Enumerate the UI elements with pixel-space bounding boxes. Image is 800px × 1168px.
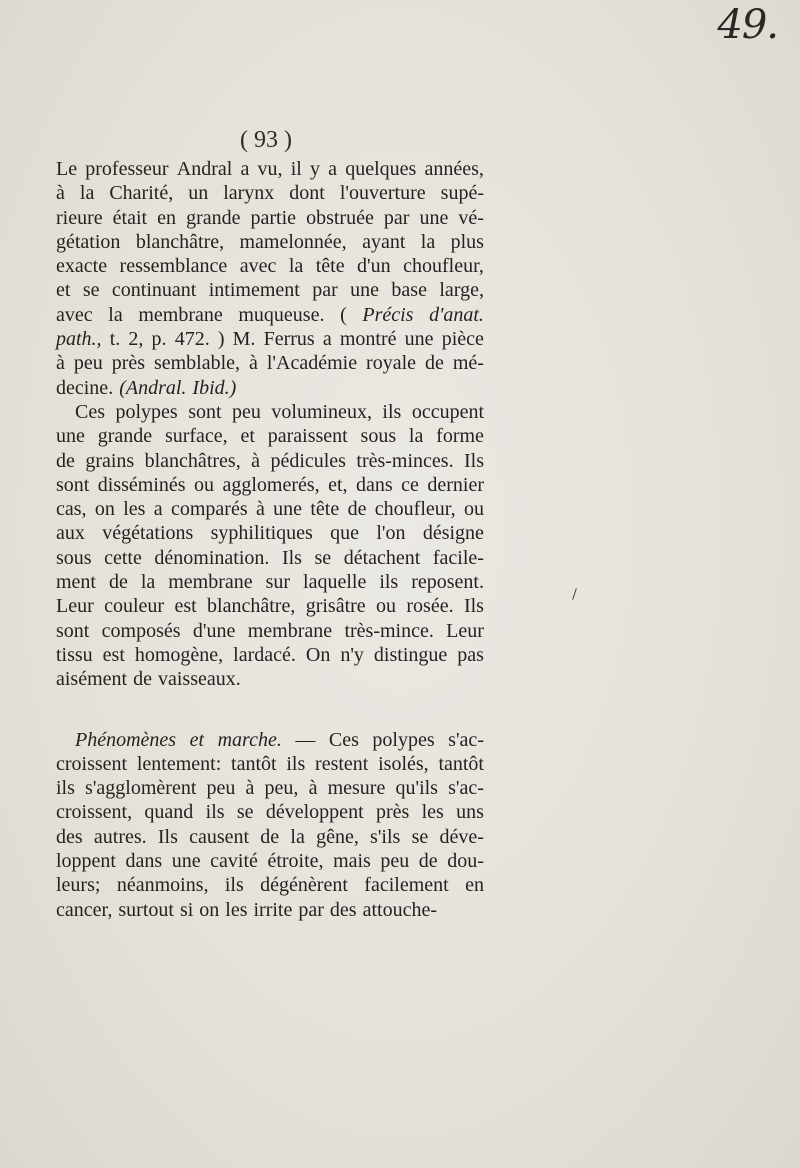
word: 472. <box>174 328 210 351</box>
word: Ils <box>464 449 484 472</box>
word: en <box>465 874 484 897</box>
text-line <box>56 351 484 375</box>
word: aux <box>56 522 85 545</box>
text-line <box>56 849 484 873</box>
word: peu <box>206 777 236 800</box>
word: sur <box>265 571 291 594</box>
word: de <box>56 449 75 472</box>
word: tantôt <box>438 752 484 775</box>
word: était <box>112 206 148 229</box>
word: que <box>330 522 360 545</box>
word: dont <box>289 182 325 205</box>
word: forme <box>436 425 484 448</box>
word: facilement <box>364 874 449 897</box>
word: plus <box>450 230 484 253</box>
word: lardacé. <box>233 643 296 666</box>
word: grande <box>97 425 153 448</box>
word: détachent <box>343 546 421 569</box>
word: avec <box>239 255 277 278</box>
word: professeur <box>85 158 169 180</box>
word: cas, <box>56 498 87 521</box>
word: années, <box>424 158 484 180</box>
word: Ibid.) <box>192 376 237 399</box>
word: On <box>305 643 331 666</box>
word: est <box>102 643 125 666</box>
word: Ils <box>281 546 302 569</box>
word: exacte <box>56 255 108 278</box>
word: laquelle <box>303 571 367 594</box>
word: se <box>411 825 429 848</box>
word: ou <box>376 595 397 618</box>
word: vé- <box>458 206 484 229</box>
word: Ils <box>463 595 484 618</box>
word: mais <box>333 850 371 873</box>
word: paraissent <box>267 425 348 448</box>
word: aisément <box>56 668 128 691</box>
word: croissent, <box>56 801 133 824</box>
word: ils <box>56 777 75 800</box>
word: pédicules <box>270 449 346 472</box>
word: avec <box>56 303 93 326</box>
word: p. <box>151 328 167 351</box>
word: gétation <box>56 230 121 253</box>
word: Ces <box>328 728 359 751</box>
word: mé- <box>452 352 484 375</box>
text-line <box>56 181 484 205</box>
word: les <box>421 801 444 824</box>
word: dans <box>125 850 163 873</box>
word: facile- <box>432 546 484 569</box>
word: on <box>94 498 115 521</box>
word: de <box>260 825 280 848</box>
word: l'ouverture <box>339 182 426 205</box>
word: mamelonnée, <box>239 230 347 253</box>
word: ressemblance <box>119 255 228 278</box>
word: membrane <box>247 619 333 642</box>
word: et, <box>328 473 348 496</box>
text-line <box>56 521 484 545</box>
word: agglomerés, <box>222 473 320 496</box>
word: à <box>251 449 261 472</box>
word: intimement <box>208 279 300 302</box>
word: partie <box>250 206 297 229</box>
text-line <box>56 546 484 570</box>
word: Andral <box>176 158 233 180</box>
word: Ils <box>157 825 178 848</box>
word: un <box>188 182 209 205</box>
word: leurs; <box>56 874 101 897</box>
text-line <box>56 667 484 691</box>
word: vu, <box>257 158 283 180</box>
word: loppent <box>56 850 116 873</box>
word: Leur <box>446 619 484 642</box>
word: lentement: <box>136 752 222 775</box>
word: d'une <box>192 619 236 642</box>
word: la <box>140 571 156 594</box>
word: a <box>153 498 163 521</box>
text-line <box>56 376 484 400</box>
word: et <box>240 425 255 448</box>
word: choufleur, <box>403 255 484 278</box>
word: Précis <box>362 303 414 326</box>
word: a <box>322 328 332 351</box>
word: des <box>56 825 83 848</box>
word: il <box>290 158 302 180</box>
word: par <box>383 206 410 229</box>
word: végétations <box>102 522 194 545</box>
word: de <box>133 668 152 691</box>
word: très-minces. <box>356 449 454 472</box>
text-line <box>56 619 484 643</box>
text-line <box>56 898 484 922</box>
word: désigne <box>422 522 484 545</box>
word: ou <box>194 473 215 496</box>
word: surtout <box>118 898 174 921</box>
word: l'Académie <box>266 352 358 375</box>
word: irrite <box>253 898 293 921</box>
word: ils <box>382 400 402 423</box>
word: membrane <box>168 571 253 594</box>
word: restent <box>315 752 369 775</box>
word: se <box>236 801 254 824</box>
text-line <box>56 254 484 278</box>
word: tête <box>315 255 345 278</box>
word: à <box>308 777 318 800</box>
page-number: ( 93 ) <box>240 127 292 153</box>
word: sont <box>56 473 90 496</box>
word: autres. <box>93 825 147 848</box>
text-line <box>56 873 484 897</box>
word: une <box>419 206 449 229</box>
word: s'agglomèrent <box>85 777 197 800</box>
word: qu'ils <box>395 777 438 800</box>
word: mesure <box>327 777 386 800</box>
word: polypes <box>115 400 178 423</box>
word: peu, <box>264 777 299 800</box>
word: M. <box>232 328 256 351</box>
word: les <box>225 898 248 921</box>
word: base <box>391 279 427 302</box>
word: et <box>189 728 205 751</box>
text-line <box>56 206 484 230</box>
word: dans <box>356 473 393 496</box>
word: pièce <box>441 328 484 351</box>
word: blanchâtre, <box>135 230 225 253</box>
word: la <box>420 230 436 253</box>
word: par <box>312 279 338 302</box>
word: supé- <box>440 182 484 205</box>
word: près <box>111 352 146 375</box>
word: une <box>56 425 85 448</box>
word: causent <box>189 825 250 848</box>
word: une <box>171 850 201 873</box>
word: tissu <box>56 643 93 666</box>
word: s'ac- <box>448 728 484 751</box>
word: y <box>310 158 320 180</box>
word: choufleur, <box>374 498 456 521</box>
word: distingue <box>373 643 448 666</box>
word: ) <box>217 328 225 351</box>
word: sous <box>360 425 397 448</box>
word: Leur <box>56 595 94 618</box>
text-line <box>56 825 484 849</box>
word: continuant <box>111 279 197 302</box>
word: se <box>314 546 332 569</box>
word: peu <box>73 352 103 375</box>
text-line <box>56 473 484 497</box>
word: composés <box>101 619 181 642</box>
word: blanchâtre, <box>207 595 296 618</box>
word: déve- <box>439 825 484 848</box>
text-line <box>56 776 484 800</box>
word: s'ac- <box>448 777 484 800</box>
word: syphilitiques <box>210 522 313 545</box>
word: homogène, <box>134 643 224 666</box>
word: une <box>273 498 303 521</box>
word: obstruée <box>306 206 374 229</box>
word: la <box>290 825 305 848</box>
word: et <box>56 279 71 302</box>
word: peu <box>232 400 261 423</box>
word: royale <box>366 352 417 375</box>
word: l'on <box>376 522 406 545</box>
text-line <box>56 449 484 473</box>
word: rosée. <box>406 595 454 618</box>
paragraph-gap <box>56 692 484 728</box>
word: t. <box>109 328 121 351</box>
word: tête <box>310 498 340 521</box>
word: une <box>350 279 380 302</box>
word: à <box>249 352 258 375</box>
word: ils <box>224 874 244 897</box>
word: sont <box>56 619 90 642</box>
word: vaisseaux. <box>157 668 241 691</box>
text-line <box>56 594 484 618</box>
word: reposent. <box>411 571 484 594</box>
word: 2, <box>128 328 144 351</box>
word: par <box>298 898 324 921</box>
word: développent <box>265 801 364 824</box>
word: en <box>157 206 177 229</box>
word: à <box>255 498 265 521</box>
word: la <box>108 303 123 326</box>
text-line <box>56 157 484 181</box>
word: (Andral. <box>119 376 187 399</box>
word: a <box>328 158 338 180</box>
text-line <box>56 400 484 424</box>
word: ils <box>205 801 225 824</box>
word: à <box>245 777 255 800</box>
word: tantôt <box>231 752 277 775</box>
word: ce <box>401 473 419 496</box>
word: de <box>424 352 444 375</box>
word: de <box>418 850 438 873</box>
word: large, <box>439 279 484 302</box>
word: les <box>123 498 146 521</box>
word: s'ils <box>370 825 401 848</box>
word: ils <box>286 752 306 775</box>
word: très-mince. <box>344 619 434 642</box>
word: ( <box>340 303 347 326</box>
word: ils <box>379 571 399 594</box>
word: d'anat. <box>429 303 484 326</box>
text-line <box>56 728 484 752</box>
word: couleur <box>104 595 165 618</box>
word: surface, <box>164 425 228 448</box>
word: étroite, <box>267 850 324 873</box>
word: de <box>347 498 367 521</box>
word: dénomination. <box>154 546 270 569</box>
body-text <box>56 157 484 922</box>
word: a <box>240 158 250 180</box>
text-line <box>56 303 484 327</box>
word: n'y <box>340 643 364 666</box>
word: cette <box>104 546 142 569</box>
word: sont <box>188 400 222 423</box>
word: pas <box>457 643 484 666</box>
word: sous <box>56 546 92 569</box>
text-line <box>56 570 484 594</box>
word: à <box>56 352 65 375</box>
word: dernier <box>427 473 484 496</box>
word: cancer, <box>56 898 113 921</box>
word: volumineux, <box>271 400 372 423</box>
word: ayant <box>362 230 406 253</box>
handwritten-folio-number: 49. <box>717 2 778 48</box>
word: — <box>295 728 316 751</box>
word: dégénèrent <box>260 874 348 897</box>
word: ou <box>463 498 484 521</box>
word: montré <box>339 328 397 351</box>
word: rieure <box>56 206 103 229</box>
word: grande <box>186 206 241 229</box>
word: une <box>404 328 434 351</box>
word: Charité, <box>109 182 174 205</box>
text-line <box>56 424 484 448</box>
word: blanchâtres, <box>144 449 241 472</box>
text-line <box>56 278 484 302</box>
word: path., <box>56 328 102 351</box>
word: se <box>82 279 100 302</box>
word: gêne, <box>316 825 359 848</box>
word: croissent <box>56 752 128 775</box>
text-line <box>56 643 484 667</box>
word: marche. <box>217 728 282 751</box>
text-line <box>56 230 484 254</box>
word: est <box>174 595 197 618</box>
word: des <box>329 898 357 921</box>
word: disséminés <box>97 473 186 496</box>
word: on <box>199 898 220 921</box>
word: larynx <box>223 182 275 205</box>
word: la <box>408 425 424 448</box>
word: Le <box>56 158 78 180</box>
word: occupent <box>411 400 484 423</box>
margin-pencil-mark <box>572 588 577 600</box>
word: quand <box>144 801 194 824</box>
word: isolés, <box>378 752 429 775</box>
text-line <box>56 752 484 776</box>
word: uns <box>456 801 484 824</box>
word: si <box>179 898 194 921</box>
word: decine. <box>56 376 114 399</box>
word: la <box>79 182 95 205</box>
word: quelques <box>345 158 417 180</box>
word: polypes <box>372 728 435 751</box>
word: comparés <box>170 498 248 521</box>
text-line <box>56 497 484 521</box>
word: ment <box>56 571 96 594</box>
word: près <box>375 801 410 824</box>
word: d'un <box>357 255 391 278</box>
text-line <box>56 800 484 824</box>
word: Ces <box>75 400 105 423</box>
word: peu <box>380 850 410 873</box>
word: grisâtre <box>305 595 366 618</box>
word: Phénomènes <box>75 728 177 751</box>
word: la <box>288 255 304 278</box>
word: membrane <box>138 303 223 326</box>
word: semblable, <box>153 352 241 375</box>
word: dou- <box>447 850 484 873</box>
word: grains <box>85 449 135 472</box>
word: de <box>108 571 128 594</box>
word: cavité <box>210 850 258 873</box>
word: néanmoins, <box>116 874 209 897</box>
word: Ferrus <box>263 328 315 351</box>
text-line <box>56 327 484 351</box>
word: à <box>56 182 65 205</box>
word: muqueuse. <box>238 303 325 326</box>
word: attouche- <box>362 898 437 921</box>
